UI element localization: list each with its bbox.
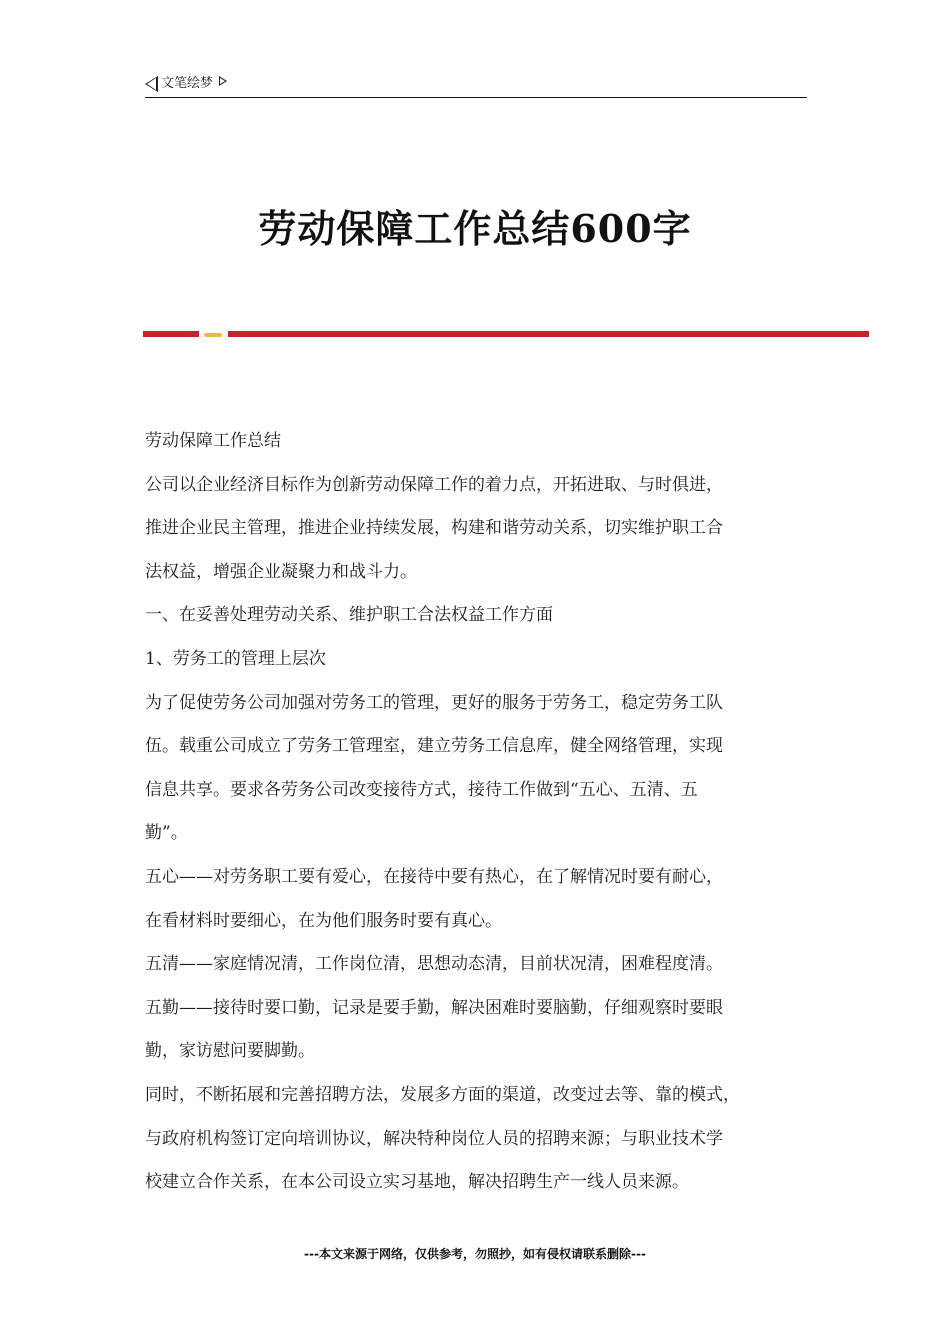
document-title: 劳动保障工作总结600字 [258, 206, 692, 251]
title-divider-left [143, 331, 199, 337]
triangle-left-icon [145, 76, 158, 92]
page-header [145, 72, 807, 98]
text-line: 校建立合作关系，在本公司设立实习基地，解决招聘生产一线人员来源。 [145, 1172, 689, 1193]
text-line: 推进企业民主管理，推进企业持续发展，构建和谐劳动关系，切实维护职工合 [145, 518, 723, 539]
header-rule [145, 97, 807, 98]
text-line: 勤，家访慰问要脚勤。 [145, 1041, 315, 1062]
text-line: 五清——家庭情况清，工作岗位清，思想动态清，目前状况清，困难程度清。 [145, 954, 723, 975]
text-line: 勤”。 [145, 823, 188, 844]
text-line: 与政府机构签订定向培训协议，解决特种岗位人员的招聘来源；与职业技术学 [145, 1128, 723, 1149]
text-line: 公司以企业经济目标作为创新劳动保障工作的着力点，开拓进取、与时俱进， [145, 474, 723, 495]
text-line: 五心——对劳务职工要有爱心，在接待中要有热心，在了解情况时要有耐心， [145, 866, 723, 887]
title-divider-accent [204, 333, 222, 337]
document-body [145, 420, 810, 1205]
title-divider-right [228, 331, 869, 337]
brand-name: 文笔绘梦 [161, 76, 214, 91]
text-line: 为了促使劳务公司加强对劳务工的管理，更好的服务于劳务工，稳定劳务工队 [145, 692, 723, 713]
text-line: 在看材料时要细心，在为他们服务时要有真心。 [145, 910, 502, 931]
text-line: 1、劳务工的管理上层次 [145, 648, 326, 669]
header-brand [145, 74, 227, 94]
text-line: 一、在妥善处理劳动关系、维护职工合法权益工作方面 [145, 605, 553, 626]
triangle-right-icon [219, 76, 227, 86]
footer-disclaimer: ---本文来源于网络，仅供参考，勿照抄，如有侵权请联系删除--- [304, 1247, 646, 1261]
text-line: 法权益，增强企业凝聚力和战斗力。 [145, 561, 417, 582]
text-line: 同时，不断拓展和完善招聘方法，发展多方面的渠道，改变过去等、靠的模式， [145, 1084, 740, 1105]
text-line: 五勤——接待时要口勤，记录是要手勤，解决困难时要脑勤，仔细观察时要眼 [145, 997, 723, 1018]
text-line: 信息共享。要求各劳务公司改变接待方式，接待工作做到“五心、五清、五 [145, 779, 698, 800]
text-line: 伍。载重公司成立了劳务工管理室，建立劳务工信息库，健全网络管理，实现 [145, 736, 723, 757]
text-line: 劳动保障工作总结 [145, 431, 281, 451]
